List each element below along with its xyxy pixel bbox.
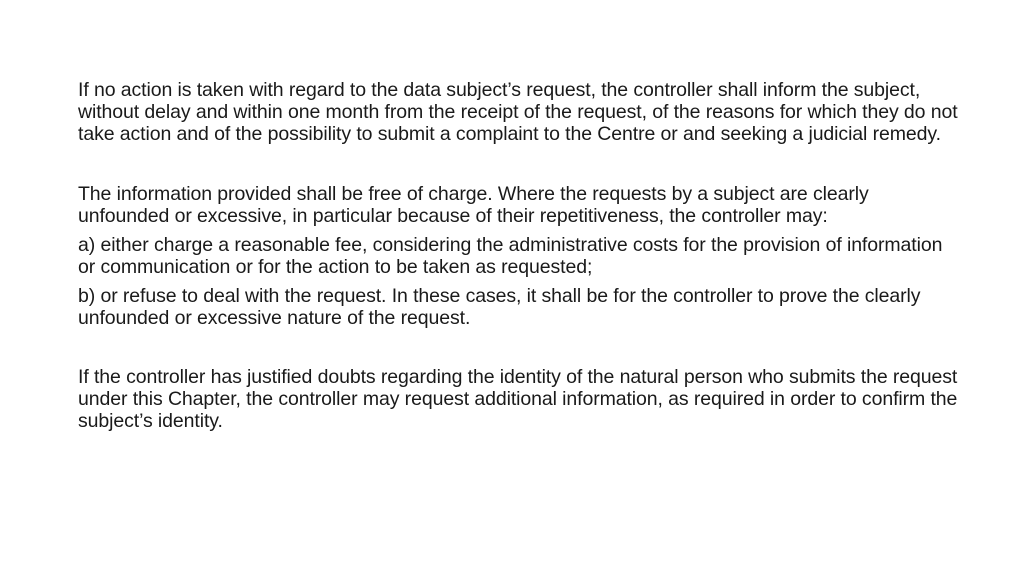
paragraph-option-b-refuse: b) or refuse to deal with the request. In these cases, it shall be for the controller to prove the clearly unfounded or excessive nature of the request.: [78, 285, 921, 329]
paragraph-option-a-fee: a) either charge a reasonable fee, considering the administrative costs for the provision of information or communication or for the action to be taken as requested;: [78, 234, 943, 278]
paragraph-no-action-notice: If no action is taken with regard to the data subject’s request, the controller shall inform the subject, without delay and within one month from the receipt of the request, of the reasons for which they do not take action and of the possibility to submit a complaint to the Centre or and seeking a judicial remedy.: [78, 79, 958, 145]
slide-body: [78, 79, 958, 432]
paragraph-identity-doubts: If the controller has justified doubts regarding the identity of the natural person who submits the request under this Chapter, the controller may request additional information, as required in order to confirm the subject’s identity.: [78, 366, 958, 432]
paragraph-free-of-charge: The information provided shall be free of charge. Where the requests by a subject are clearly unfounded or excessive, in particular because of their repetitiveness, the controller may:: [78, 183, 869, 227]
